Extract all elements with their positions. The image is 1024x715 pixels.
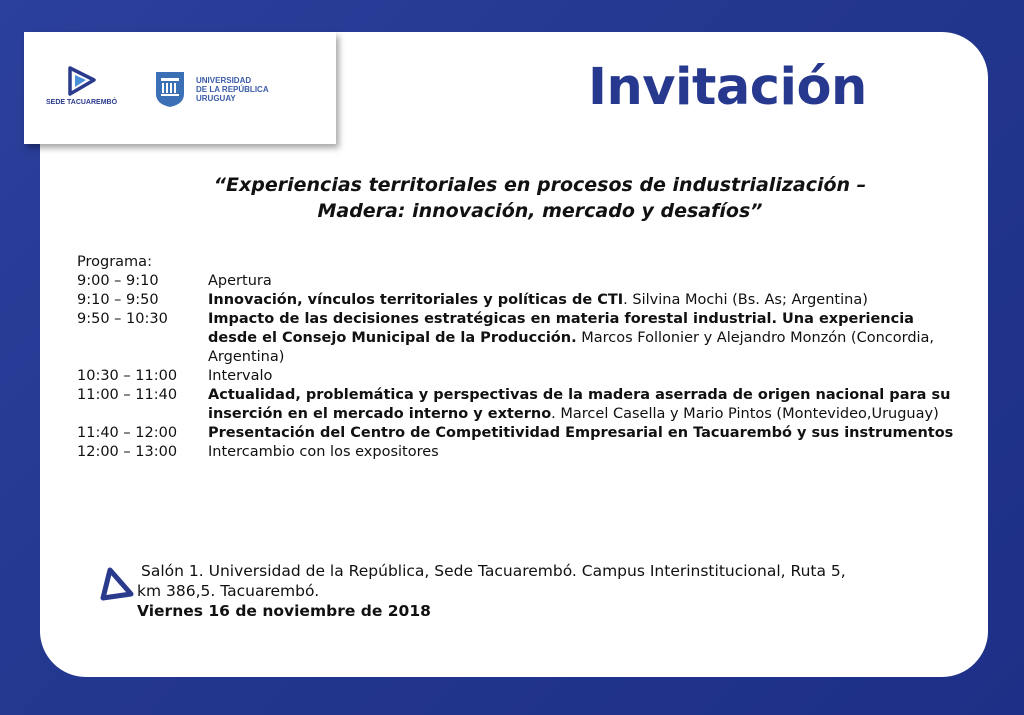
schedule-time: 9:00 – 9:10 — [77, 273, 159, 289]
page-title: Invitación — [588, 58, 867, 117]
program-heading: Programa: — [77, 254, 152, 270]
session-detail: . Marcel Casella y Mario Pintos (Montevideo,Uruguay) — [551, 406, 939, 422]
session-title: Presentación del Centro de Competitividad Empresarial en Tacuarembó y sus instrumentos — [208, 425, 954, 441]
schedule-description — [208, 386, 957, 424]
event-date: Viernes 16 de noviembre de 2018 — [137, 602, 431, 620]
schedule-description — [208, 367, 957, 386]
venue-address-line-2: km 386,5. Tacuarembó. — [137, 582, 320, 600]
schedule-row — [77, 443, 957, 462]
session-detail: Intervalo — [208, 368, 273, 384]
university-name — [196, 76, 276, 103]
schedule-row — [77, 310, 957, 367]
event-subtitle — [160, 172, 920, 224]
schedule-description — [208, 443, 957, 462]
location-triangle-icon — [100, 567, 134, 601]
schedule-row — [77, 424, 957, 443]
schedule-time: 9:10 – 9:50 — [77, 292, 159, 308]
venue-address-line-1: Salón 1. Universidad de la República, Sede Tacuarembó. Campus Interinstitucional, Ruta 5, — [141, 562, 846, 580]
sede-logo-text: SEDE TACUAREMBÓ — [46, 99, 118, 106]
schedule-row — [77, 291, 957, 310]
university-crest-icon — [154, 70, 186, 108]
session-title: Innovación, vínculos territoriales y políticas de CTI — [208, 292, 624, 308]
schedule-time: 11:00 – 11:40 — [77, 387, 178, 403]
subtitle-line-1: “Experiencias territoriales en procesos de industrialización – — [213, 174, 867, 196]
session-title: Actualidad, problemática y perspectivas de la madera aserrada de origen nacional para su inserción en el mercado interno y externo — [208, 387, 951, 422]
session-detail: Marcos Follonier y Alejandro Monzón (Concordia, Argentina) — [208, 330, 935, 365]
triangle-play-icon — [66, 66, 96, 96]
session-detail: . Silvina Mochi (Bs. As; Argentina) — [623, 292, 868, 308]
venue-info — [100, 561, 940, 621]
schedule-row — [77, 386, 957, 424]
university-line-3: URUGUAY — [196, 93, 236, 103]
schedule-time: 11:40 – 12:00 — [77, 425, 178, 441]
sede-tacuarembo-logo — [46, 66, 116, 106]
program-schedule — [77, 253, 957, 462]
schedule-description — [208, 272, 957, 291]
session-detail: Apertura — [208, 273, 272, 289]
schedule-row — [77, 272, 957, 291]
udelar-logo — [154, 70, 276, 108]
logo-panel — [24, 32, 336, 144]
schedule-time: 10:30 – 11:00 — [77, 368, 178, 384]
schedule-description — [208, 310, 957, 367]
university-line-2: DE LA REPÚBLICA — [196, 84, 269, 94]
schedule-description — [208, 291, 957, 310]
university-line-1: UNIVERSIDAD — [196, 75, 252, 85]
subtitle-line-2: Madera: innovación, mercado y desafíos” — [317, 200, 763, 222]
session-title: Impacto de las decisiones estratégicas en materia forestal industrial. Una experiencia desde el Consejo Municipal de la Producción. — [208, 311, 914, 346]
schedule-description — [208, 424, 957, 443]
schedule-time: 12:00 – 13:00 — [77, 444, 178, 460]
schedule-row — [77, 367, 957, 386]
session-detail: Intercambio con los expositores — [208, 444, 439, 460]
schedule-time: 9:50 – 10:30 — [77, 311, 168, 327]
